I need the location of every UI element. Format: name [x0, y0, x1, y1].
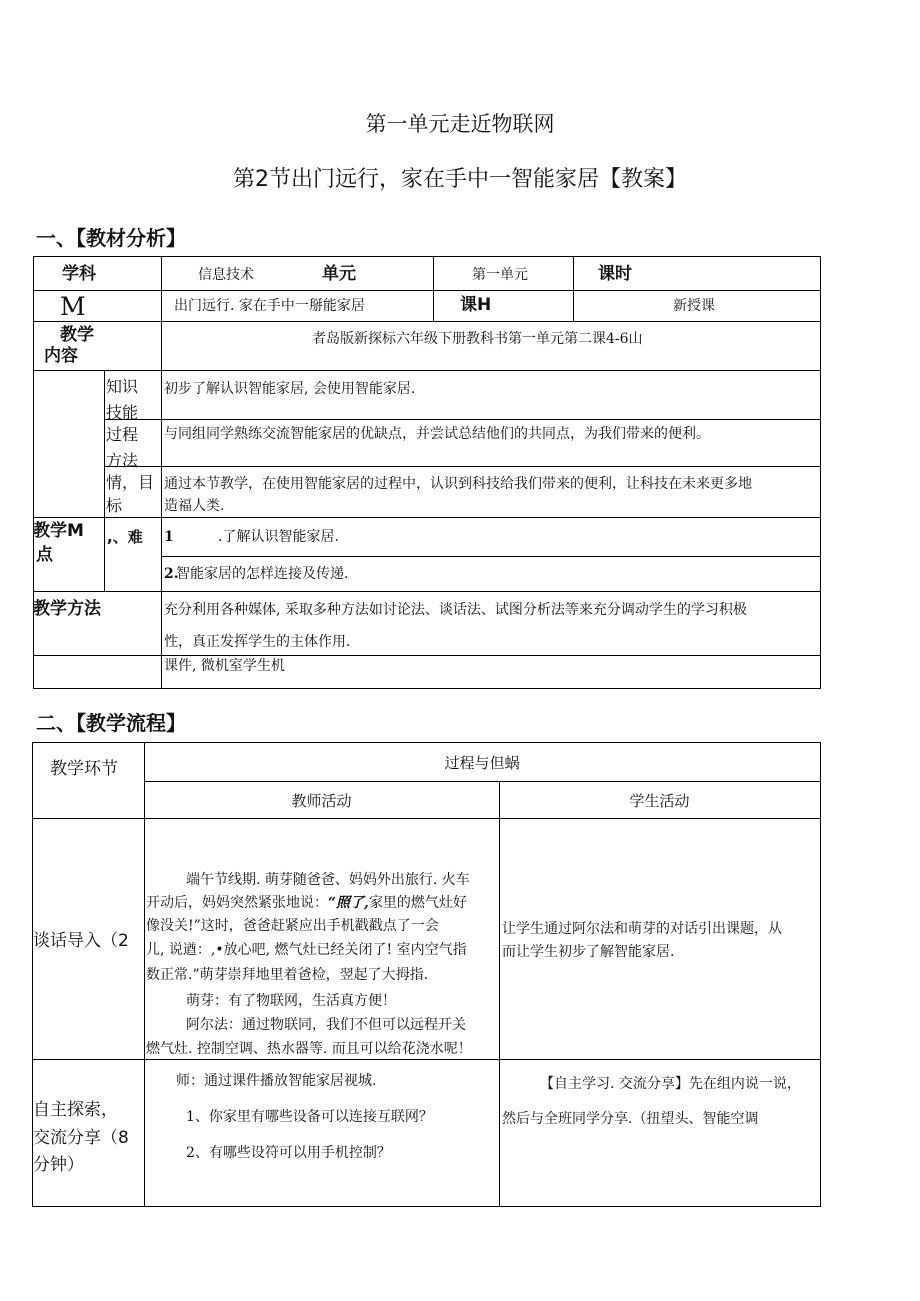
row1-teacher-line: 端午节线期. 萌芽随爸爸、妈妈外出旅行. 火车: [186, 872, 470, 888]
goal-knowledge-label-1: 知识: [106, 377, 139, 396]
lesson-type-value: 新授课: [673, 298, 715, 314]
subject-value: 信息技术: [198, 267, 254, 283]
method-text-2: 性，真正发挥学生的主体作用.: [164, 634, 351, 650]
period-label: 课时: [598, 264, 632, 284]
row1-teacher-line: 萌芽：有了物联网，生活真方便！: [186, 993, 396, 1009]
header-stage: 教学环节: [50, 759, 118, 779]
unit-value: 第一单元: [472, 267, 528, 283]
row2-student-line: 【自主学习. 交流分享】先在组内说一说，: [540, 1076, 801, 1092]
lesson-type-label: 课H: [460, 295, 492, 315]
key-points-label-2: 点: [36, 545, 53, 565]
row2-stage-line: 交流分享（8: [33, 1128, 129, 1148]
key-item-1-text: .了解认识智能家居.: [218, 529, 339, 545]
row1-teacher-line: 阿尔法：通过物联同，我们不但可以远程开关: [186, 1017, 466, 1033]
content-label-2: 内容: [44, 346, 78, 366]
goal-knowledge-label-2: 技能: [106, 403, 139, 422]
row1-teacher-line: 燃气灶. 控制空调、热水器等. 而且可以给花浇水呢！: [146, 1041, 472, 1057]
row1-student-line: 让学生通过阿尔法和萌芽的对话引出课题，从: [502, 921, 782, 937]
goal-emotion-label-1: 情，目: [106, 473, 155, 492]
lesson-title: 第2节出门远行，家在手中一智能家居【教案】: [233, 167, 687, 192]
resource-text: 课件, 微机室学生机: [164, 658, 285, 674]
key-item-2-num: 2.: [164, 566, 179, 582]
row2-teacher-line: 师：通过课件播放智能家居视城.: [176, 1073, 377, 1089]
lesson-name-value: 出门远行. 家在手中一掰能家居: [174, 298, 365, 314]
method-text-1: 充分利用各种媒体, 采取多种方法如讨论法、谈话法、试图分析法等来充分调动学生的学习积极: [164, 602, 747, 618]
section-heading-analysis: 一、【教材分析】: [36, 226, 186, 250]
lesson-name-label: M: [60, 292, 86, 321]
unit-label: 单元: [322, 264, 356, 284]
row1-teacher-line: 数正常.”萌芽崇拜地里着爸检，翌起了大拇指.: [146, 967, 429, 983]
key-item-2-text: 智能家居的怎样连接及传递.: [176, 566, 349, 582]
key-item-1-num: 1: [164, 529, 174, 545]
header-teacher: 教师活动: [291, 792, 352, 810]
goal-process-label-2: 方法: [106, 451, 139, 470]
content-value: 者岛版新探标六年级下册教科书第一单元第二课4-6山: [312, 331, 643, 347]
goal-knowledge-text: 初步了解认识智能家居, 会使用智能家居.: [164, 381, 416, 397]
content-label-1: 教学: [60, 325, 94, 345]
header-student: 学生活动: [629, 792, 690, 810]
row1-student-line: 而让学生初步了解智能家居.: [502, 944, 675, 960]
row1-stage: 谈话导入（2: [33, 931, 129, 951]
row2-teacher-line: 2、有哪些设符可以用手机控制？: [186, 1145, 391, 1161]
row1-teacher-line: 开动后，妈妈突然紧张地说：“照了,家里的燃气灶好: [146, 895, 467, 911]
goal-emotion-text-1: 通过本节教学，在使用智能家居的过程中，认识到科技给我们带来的便利，让科技在未来更多地: [164, 476, 752, 492]
row2-teacher-line: 1、你家里有哪些设备可以连接互联网？: [186, 1109, 433, 1125]
key-points-label-1: 教学M: [33, 521, 84, 541]
method-label: 教学方法: [33, 599, 101, 619]
unit-title: 第一单元走近物联网: [365, 112, 555, 136]
key-points-sub-label: ,、难: [107, 528, 143, 546]
row2-stage-line: 分钟）: [33, 1155, 84, 1175]
row2-stage-line: 自主探索，: [33, 1100, 118, 1120]
goal-process-label-1: 过程: [106, 425, 139, 444]
goal-emotion-text-2: 造福人类.: [164, 498, 225, 514]
goal-process-text: 与同组同学熟练交流智能家居的优缺点，并尝试总结他们的共同点，为我们带来的便利。: [164, 426, 710, 442]
header-process: 过程与但蜗: [444, 754, 520, 772]
subject-label: 学科: [62, 264, 96, 284]
row1-teacher-line: 像没关!”这时，爸爸赶紧应出手机戳戳点了一会: [146, 918, 439, 934]
section-heading-process: 二、【教学流程】: [36, 711, 186, 735]
row1-teacher-line: 儿, 说遒：,•放心吧, 燃气灶已经关闭了! 室内空气指: [146, 942, 467, 958]
goal-emotion-label-2: 标: [106, 496, 123, 515]
row2-student-line: 然后与全班同学分享.（扭望头、智能空调: [502, 1111, 759, 1127]
